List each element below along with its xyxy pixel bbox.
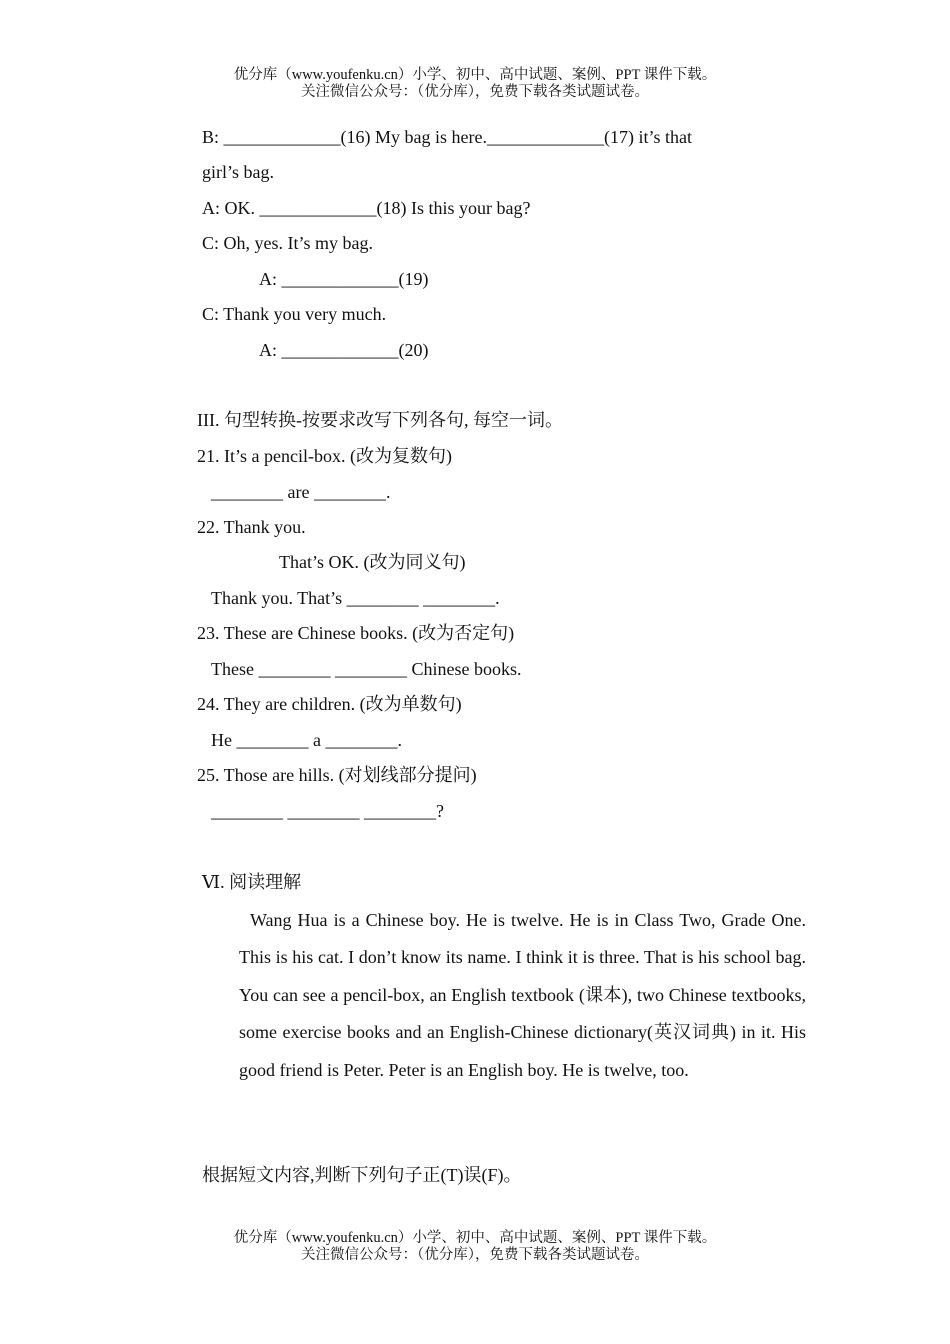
- dialogue-line-c1: C: Oh, yes. It’s my bag.: [202, 233, 373, 253]
- answer-23: These ________ ________ Chinese books.: [211, 659, 522, 679]
- answer-22: Thank you. That’s ________ ________.: [211, 588, 500, 608]
- dialogue-line-16-17: B: _____________(16) My bag is here._____________(17) it’s that: [202, 127, 692, 147]
- question-24: 24. They are children. (改为单数句): [197, 694, 462, 714]
- header-line-2: 关注微信公众号：（优分库），免费下载各类试题试卷。: [301, 84, 649, 100]
- reading-passage: Wang Hua is a Chinese boy. He is twelve. He is in Class Two, Grade One. This is his cat. I don’t know its name. I think it is three. That is his school bag. You can see a pencil-box, an English textbook (课本), two Chinese textbooks, some exercise books and an English-Chinese dictionary(英汉词典) in it. His good friend is Peter. Peter is an English boy. He is twelve, too.: [239, 910, 806, 1080]
- question-22-reply: That’s OK. (改为同义句): [279, 552, 466, 572]
- dialogue-line-19: A: _____________(19): [259, 269, 429, 289]
- question-25: 25. Those are hills. (对划线部分提问): [197, 765, 477, 785]
- reading-title: Ⅵ. 阅读理解: [202, 872, 302, 892]
- dialogue-line-continued: girl’s bag.: [202, 162, 274, 182]
- dialogue-line-18: A: OK. _____________(18) Is this your bag?: [202, 198, 531, 218]
- dialogue-line-c2: C: Thank you very much.: [202, 304, 387, 324]
- answer-21: ________ are ________.: [211, 482, 391, 502]
- page-header: [0, 67, 950, 101]
- page-footer: [0, 1230, 950, 1264]
- answer-24: He ________ a ________.: [211, 730, 402, 750]
- question-21: 21. It’s a pencil-box. (改为复数句): [197, 446, 452, 466]
- question-22: 22. Thank you.: [197, 517, 306, 537]
- dialogue-line-20: A: _____________(20): [259, 340, 429, 360]
- header-line-1: 优分库（www.youfenku.cn）小学、初中、高中试题、案例、PPT 课件下载。: [233, 67, 717, 83]
- footer-line-2: 关注微信公众号：（优分库），免费下载各类试题试卷。: [301, 1247, 649, 1263]
- section-3-title: III. 句型转换-按要求改写下列各句, 每空一词。: [197, 410, 563, 430]
- answer-25: ________ ________ ________?: [211, 801, 444, 821]
- question-23: 23. These are Chinese books. (改为否定句): [197, 623, 515, 643]
- footer-line-1: 优分库（www.youfenku.cn）小学、初中、高中试题、案例、PPT 课件下载。: [233, 1230, 717, 1246]
- reading-instruction: 根据短文内容,判断下列句子正(T)误(F)。: [202, 1165, 522, 1185]
